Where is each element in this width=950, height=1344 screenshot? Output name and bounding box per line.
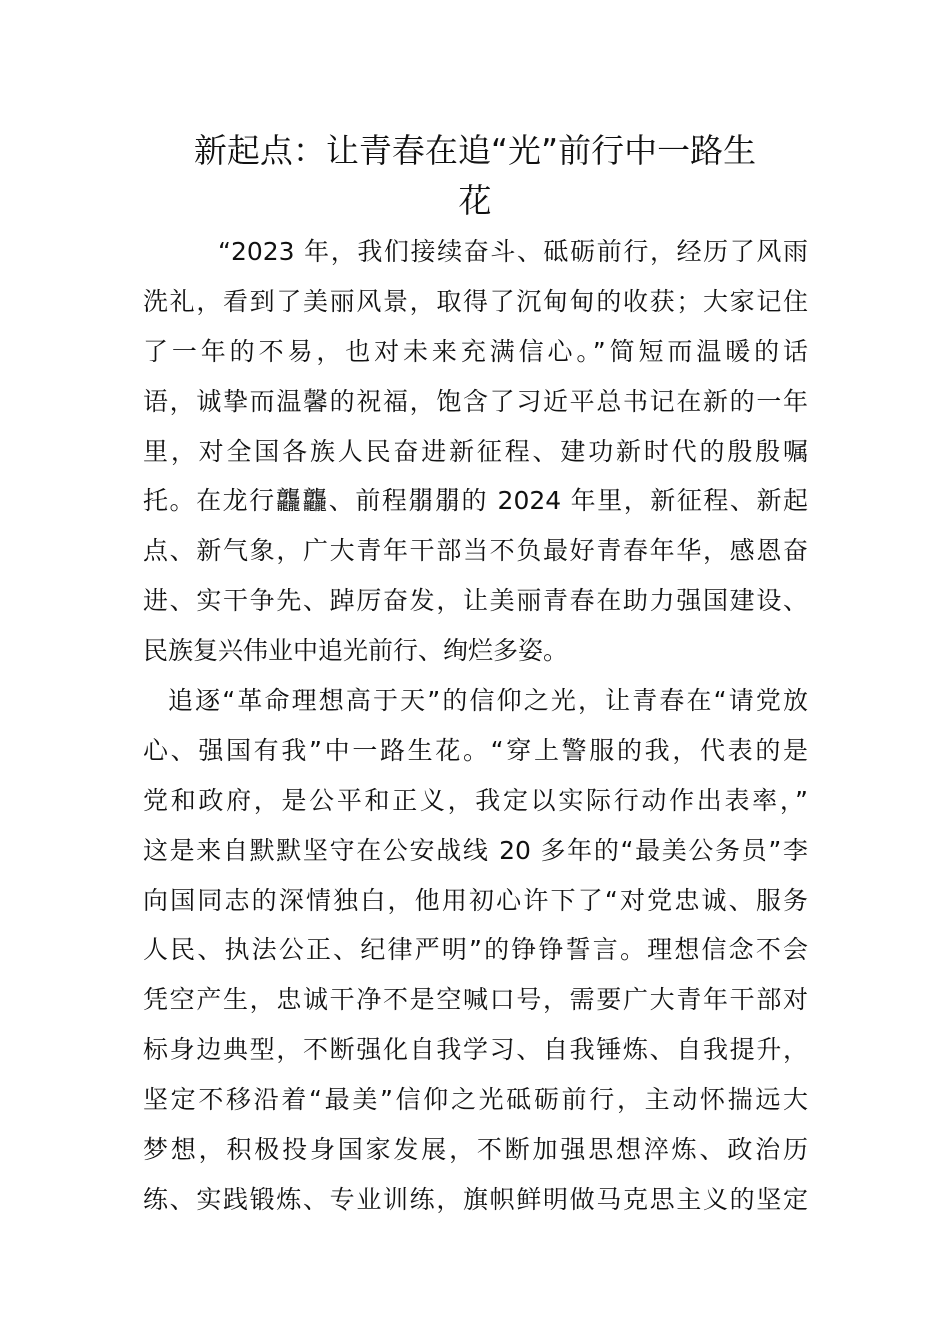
text-line: 标身边典型，不断强化自我学习、自我锤炼、自我提升， xyxy=(143,1035,808,1065)
text-line: 了一年的不易，也对未来充满信心。”简短而温暖的话 xyxy=(143,336,808,366)
text-line: 向国同志的深情独白，他用初心许下了“对党忠诚、服务 xyxy=(143,885,808,915)
paragraph-2 xyxy=(143,676,808,1225)
text-line: 点、新气象，广大青年干部当不负最好青春年华，感恩奋 xyxy=(143,536,808,566)
text-line: 语，诚挚而温馨的祝福，饱含了习近平总书记在新的一年 xyxy=(143,386,808,416)
text-line: 坚定不移沿着“最美”信仰之光砥砺前行，主动怀揣远大 xyxy=(143,1085,808,1115)
title-line: 新起点：让青春在追“光”前行中一路生 xyxy=(193,131,757,170)
text-line: 人民、执法公正、纪律严明”的铮铮誓言。理想信念不会 xyxy=(143,935,808,965)
text-line: 梦想，积极投身国家发展，不断加强思想淬炼、政治历 xyxy=(143,1135,808,1165)
text-line: 里，对全国各族人民奋进新征程、建功新时代的殷殷嘱 xyxy=(143,436,808,466)
text-line: 洗礼，看到了美丽风景，取得了沉甸甸的收获；大家记住 xyxy=(143,286,808,316)
title-line: 花 xyxy=(458,181,492,220)
document-title xyxy=(140,126,810,226)
text-line: “2023 年，我们接续奋斗、砥砺前行，经历了风雨 xyxy=(218,237,808,266)
text-line: 民族复兴伟业中追光前行、绚烂多姿。 xyxy=(143,636,569,666)
text-line: 进、实干争先、踔厉奋发，让美丽青春在助力强国建设、 xyxy=(143,586,808,616)
text-line: 托。在龙行龘龘、前程朤朤的 2024 年里，新征程、新起 xyxy=(143,486,808,516)
text-line: 这是来自默默坚守在公安战线 20 多年的“最美公务员”李 xyxy=(143,835,808,865)
text-line: 追逐“革命理想高于天”的信仰之光，让青春在“请党放 xyxy=(168,686,808,715)
text-line: 党和政府，是公平和正义，我定以实际行动作出表率，” xyxy=(143,785,808,815)
text-line: 凭空产生，忠诚干净不是空喊口号，需要广大青年干部对 xyxy=(143,985,808,1015)
text-line: 练、实践锻炼、专业训练，旗帜鲜明做马克思主义的坚定 xyxy=(143,1184,808,1214)
paragraph-1 xyxy=(143,227,808,676)
text-line: 心、强国有我”中一路生花。“穿上警服的我，代表的是 xyxy=(143,735,808,765)
